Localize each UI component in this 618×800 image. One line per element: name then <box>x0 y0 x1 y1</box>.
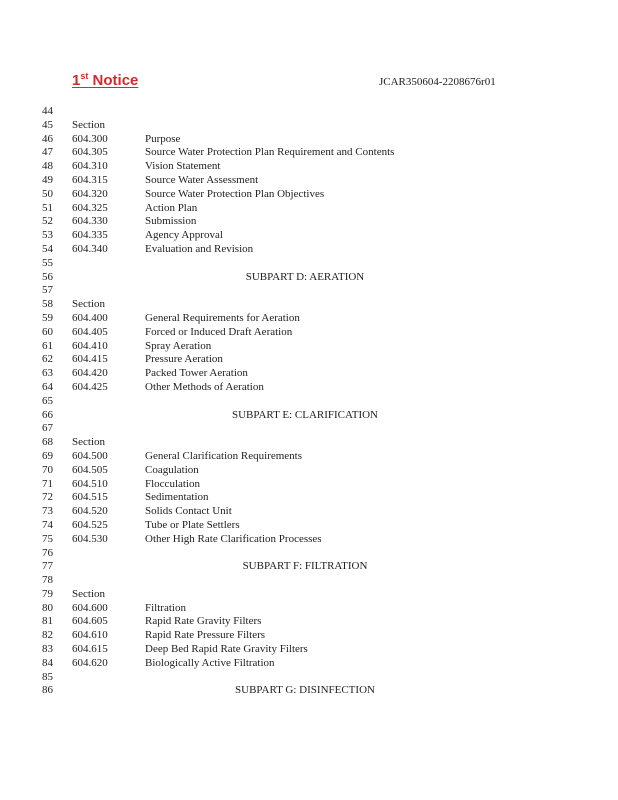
section-number: 604.510 <box>72 477 108 490</box>
section-number: 604.320 <box>72 187 108 200</box>
document-line <box>0 174 618 188</box>
section-title: Vision Statement <box>145 160 221 173</box>
line-number: 54 <box>42 242 53 255</box>
document-line <box>0 381 618 395</box>
line-number: 67 <box>42 422 53 435</box>
document-line <box>0 657 618 671</box>
line-number: 78 <box>42 574 53 587</box>
document-line <box>0 298 618 312</box>
section-title: Pressure Aeration <box>145 353 223 366</box>
document-line <box>0 271 618 285</box>
document-line <box>0 519 618 533</box>
document-line <box>0 215 618 229</box>
document-line <box>0 464 618 478</box>
section-title: Submission <box>145 215 197 228</box>
line-number: 83 <box>42 643 53 656</box>
line-number: 61 <box>42 339 53 352</box>
section-header: Section <box>72 587 105 600</box>
line-number: 48 <box>42 160 53 173</box>
line-number: 66 <box>42 408 53 421</box>
section-number: 604.310 <box>72 160 108 173</box>
section-number: 604.425 <box>72 380 108 393</box>
line-number: 82 <box>42 629 53 642</box>
section-title: Other Methods of Aeration <box>145 380 264 393</box>
section-number: 604.300 <box>72 132 108 145</box>
document-body <box>0 105 618 698</box>
document-line <box>0 188 618 202</box>
line-number: 55 <box>42 256 53 269</box>
document-line <box>0 409 618 423</box>
section-number: 604.610 <box>72 629 108 642</box>
document-line <box>0 395 618 409</box>
line-number: 64 <box>42 380 53 393</box>
section-number: 604.530 <box>72 532 108 545</box>
section-number: 604.410 <box>72 339 108 352</box>
notice-number: 1 <box>72 72 81 89</box>
line-number: 51 <box>42 201 53 214</box>
line-number: 79 <box>42 587 53 600</box>
line-number: 53 <box>42 229 53 242</box>
section-number: 604.500 <box>72 449 108 462</box>
section-number: 604.505 <box>72 463 108 476</box>
subpart-heading: SUBPART G: DISINFECTION <box>235 684 375 697</box>
section-title: Agency Approval <box>145 229 223 242</box>
line-number: 56 <box>42 270 53 283</box>
document-line <box>0 547 618 561</box>
line-number: 46 <box>42 132 53 145</box>
line-number: 63 <box>42 367 53 380</box>
line-number: 71 <box>42 477 53 490</box>
document-line <box>0 643 618 657</box>
line-number: 74 <box>42 518 53 531</box>
section-title: Action Plan <box>145 201 198 214</box>
section-number: 604.420 <box>72 367 108 380</box>
section-number: 604.325 <box>72 201 108 214</box>
section-header: Section <box>72 298 105 311</box>
document-line <box>0 684 618 698</box>
section-title: Source Water Protection Plan Requirement and Contents <box>145 146 395 159</box>
section-number: 604.615 <box>72 643 108 656</box>
line-number: 49 <box>42 173 53 186</box>
document-line <box>0 505 618 519</box>
document-line <box>0 478 618 492</box>
section-title: General Clarification Requirements <box>145 449 302 462</box>
line-number: 65 <box>42 394 53 407</box>
document-line <box>0 671 618 685</box>
section-number: 604.620 <box>72 656 108 669</box>
section-title: Deep Bed Rapid Rate Gravity Filters <box>145 643 308 656</box>
section-title: Sedimentation <box>145 491 209 504</box>
subpart-heading: SUBPART E: CLARIFICATION <box>231 408 379 421</box>
section-title: Purpose <box>145 132 181 145</box>
section-number: 604.415 <box>72 353 108 366</box>
section-title: Packed Tower Aeration <box>145 367 248 380</box>
document-line <box>0 284 618 298</box>
document-line <box>0 367 618 381</box>
document-line <box>0 450 618 464</box>
section-number: 604.520 <box>72 505 108 518</box>
line-number: 58 <box>42 298 53 311</box>
section-title: Source Water Protection Plan Objectives <box>145 187 325 200</box>
section-header: Section <box>72 118 105 131</box>
line-number: 60 <box>42 325 53 338</box>
line-number: 72 <box>42 491 53 504</box>
document-line <box>0 615 618 629</box>
subpart-heading: SUBPART D: AERATION <box>245 270 365 283</box>
section-title: Coagulation <box>145 463 199 476</box>
line-number: 47 <box>42 146 53 159</box>
document-line <box>0 422 618 436</box>
document-line <box>0 160 618 174</box>
document-line <box>0 105 618 119</box>
line-number: 59 <box>42 311 53 324</box>
document-line <box>0 491 618 505</box>
section-number: 604.340 <box>72 242 108 255</box>
section-title: Filtration <box>145 601 186 614</box>
line-number: 50 <box>42 187 53 200</box>
line-number: 85 <box>42 670 53 683</box>
line-number: 68 <box>42 436 53 449</box>
document-line <box>0 202 618 216</box>
document-line <box>0 560 618 574</box>
document-line <box>0 243 618 257</box>
section-number: 604.330 <box>72 215 108 228</box>
document-line <box>0 533 618 547</box>
section-title: Rapid Rate Gravity Filters <box>145 615 262 628</box>
section-title: Solids Contact Unit <box>145 505 232 518</box>
section-header: Section <box>72 436 105 449</box>
section-number: 604.335 <box>72 229 108 242</box>
notice-word: Notice <box>92 72 139 89</box>
document-line <box>0 340 618 354</box>
section-title: Tube or Plate Settlers <box>145 518 240 531</box>
document-line <box>0 229 618 243</box>
section-number: 604.515 <box>72 491 108 504</box>
section-title: Spray Aeration <box>145 339 212 352</box>
section-number: 604.605 <box>72 615 108 628</box>
line-number: 45 <box>42 118 53 131</box>
section-title: Flocculation <box>145 477 200 490</box>
section-number: 604.405 <box>72 325 108 338</box>
line-number: 62 <box>42 353 53 366</box>
document-line <box>0 257 618 271</box>
line-number: 86 <box>42 684 53 697</box>
line-number: 69 <box>42 449 53 462</box>
section-title: Rapid Rate Pressure Filters <box>145 629 266 642</box>
document-line <box>0 574 618 588</box>
document-line <box>0 326 618 340</box>
line-number: 77 <box>42 560 53 573</box>
line-number: 70 <box>42 463 53 476</box>
section-title: General Requirements for Aeration <box>145 311 300 324</box>
section-number: 604.600 <box>72 601 108 614</box>
section-title: Forced or Induced Draft Aeration <box>145 325 293 338</box>
line-number: 73 <box>42 505 53 518</box>
line-number: 80 <box>42 601 53 614</box>
line-number: 84 <box>42 656 53 669</box>
line-number: 76 <box>42 546 53 559</box>
line-number: 81 <box>42 615 53 628</box>
section-number: 604.315 <box>72 173 108 186</box>
subpart-heading: SUBPART F: FILTRATION <box>242 560 368 573</box>
document-id: JCAR350604-2208676r01 <box>379 76 496 88</box>
document-line <box>0 312 618 326</box>
document-line <box>0 133 618 147</box>
notice-superscript: st <box>80 71 89 81</box>
section-title: Source Water Assessment <box>145 173 259 186</box>
section-title: Biologically Active Filtration <box>145 656 275 669</box>
section-title: Other High Rate Clarification Processes <box>145 532 322 545</box>
document-line <box>0 119 618 133</box>
section-title: Evaluation and Revision <box>145 242 254 255</box>
line-number: 75 <box>42 532 53 545</box>
line-number: 52 <box>42 215 53 228</box>
document-line <box>0 629 618 643</box>
document-line <box>0 353 618 367</box>
notice-heading <box>72 71 138 91</box>
document-line <box>0 588 618 602</box>
section-number: 604.305 <box>72 146 108 159</box>
document-line <box>0 602 618 616</box>
document-line <box>0 146 618 160</box>
line-number: 57 <box>42 284 53 297</box>
section-number: 604.525 <box>72 518 108 531</box>
document-line <box>0 436 618 450</box>
section-number: 604.400 <box>72 311 108 324</box>
line-number: 44 <box>42 105 53 117</box>
